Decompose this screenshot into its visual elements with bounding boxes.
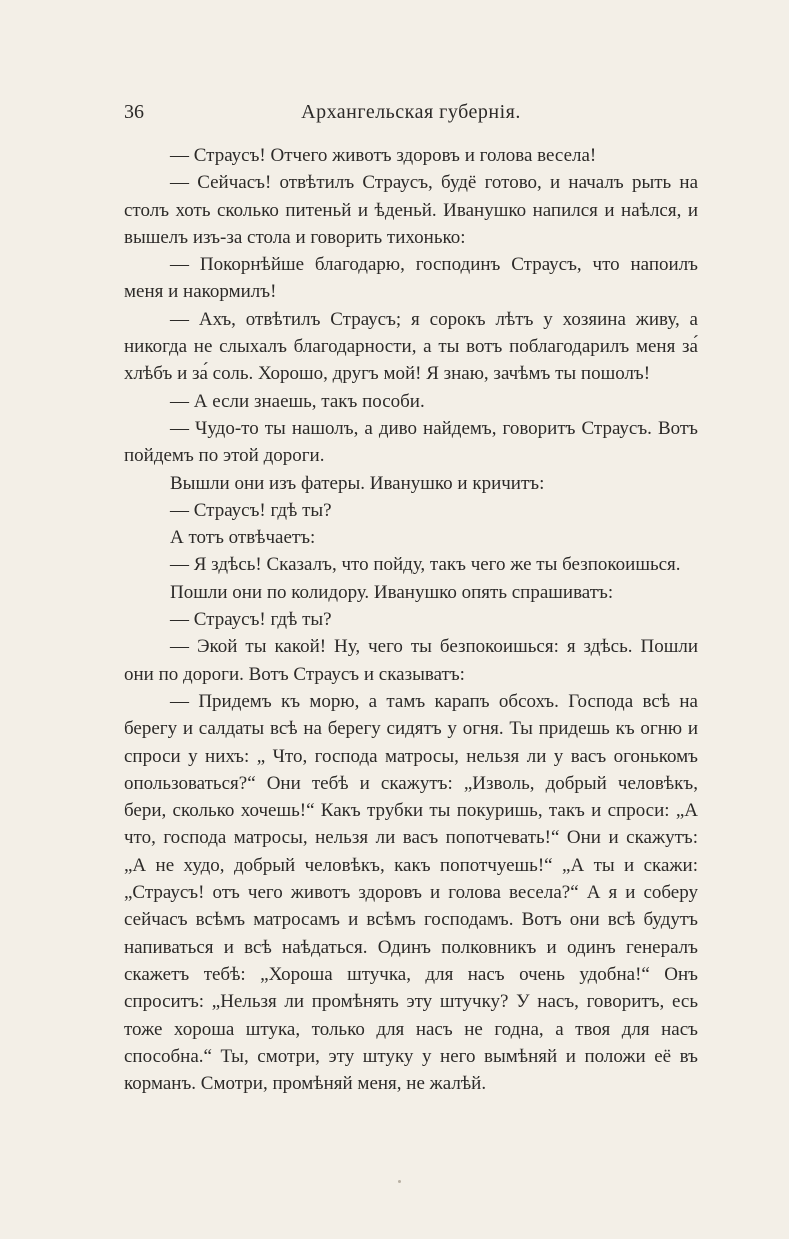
- paragraph: Пошли они по колидору. Иванушко опять спрашиватъ:: [170, 581, 614, 603]
- paragraph: — Страусъ! гдѣ ты?: [170, 609, 332, 631]
- paragraph: Вышли они изъ фатеры. Иванушко и кричитъ:: [170, 472, 545, 494]
- paper-speck: [398, 1180, 401, 1183]
- paragraph: — Сейчасъ! отвѣтилъ Страусъ, будё готово, и началъ рыть на столъ хоть сколько питеньй и ѣденьй. Иванушко напился и наѣлся, и вышелъ изъ-за стола и говорить тихонько:: [124, 172, 698, 248]
- paragraph: — Покорнѣйше благодарю, господинъ Страусъ, что напоилъ меня и накормилъ!: [124, 254, 698, 303]
- paragraph: — Страусъ! гдѣ ты?: [170, 499, 332, 521]
- page-header: [124, 98, 698, 126]
- paragraph: — Я здѣсь! Сказалъ, что пойду, такъ чего же ты безпокоишься.: [170, 554, 681, 576]
- paragraph: — А если знаешь, такъ пособи.: [170, 390, 425, 412]
- paragraph: — Экой ты какой! Ну, чего ты безпокоишься: я здѣсь. Пошли они по дороги. Вотъ Страусъ и сказыватъ:: [124, 636, 698, 685]
- paragraph: — Страусъ! Отчего животъ здоровъ и голова весела!: [170, 145, 597, 166]
- paragraph: — Придемъ къ морю, а тамъ карапъ обсохъ. Господа всѣ на берегу и салдаты всѣ на берегу сидятъ у огня. Ты придешь къ огню и спроси у нихъ: „ Что, господа матросы, нельзя ли у васъ огонькомъ опользоваться?“ Они тебѣ и скажутъ: „Изволь, добрый человѣкъ, бери, сколько хочешь!“ Какъ трубки ты покуришь, такъ и спроси: „А что, господа матросы, нельзя ли васъ попотчевать!“ Они и скажутъ: „А не худо, добрый человѣкъ, какъ попотчуешь!“ „А ты и скажи: „Страусъ! отъ чего животъ здоровъ и голова весела?“ А я и соберу сейчасъ всѣмъ матросамъ и всѣмъ господамъ. Вотъ они всѣ будутъ напиваться и всѣ наѣдаться. Одинъ полковникъ и одинъ генералъ скажетъ тебѣ: „Хороша штучка, для насъ очень удобна!“ Онъ спроситъ: „Нельзя ли промѣнять эту штучку? У насъ, говоритъ, есь тоже хороша штука, только для насъ не годна, а твоя для насъ способна.“ Ты, смотри, эту штуку у него вымѣняй и положи её въ корманъ. Смотри, промѣняй меня, не жалѣй.: [124, 690, 698, 1095]
- paragraph: — Чудо-то ты нашолъ, а диво найдемъ, говоритъ Страусъ. Вотъ пойдемъ по этой дороги.: [124, 417, 698, 467]
- paragraph: А тотъ отвѣчаетъ:: [170, 527, 316, 549]
- body-text: [124, 142, 698, 1097]
- running-title: Архангельская губернія.: [301, 101, 521, 123]
- paragraph: — Ахъ, отвѣтилъ Страусъ; я сорокъ лѣтъ у хозяина живу, а никогда не слыхалъ благодарности, а ты вотъ поблагодарилъ меня за́ хлѣбъ и за́ соль. Хорошо, другъ мой! Я знаю, зачѣмъ ты пошолъ!: [124, 308, 698, 385]
- page-number: 36: [124, 101, 144, 123]
